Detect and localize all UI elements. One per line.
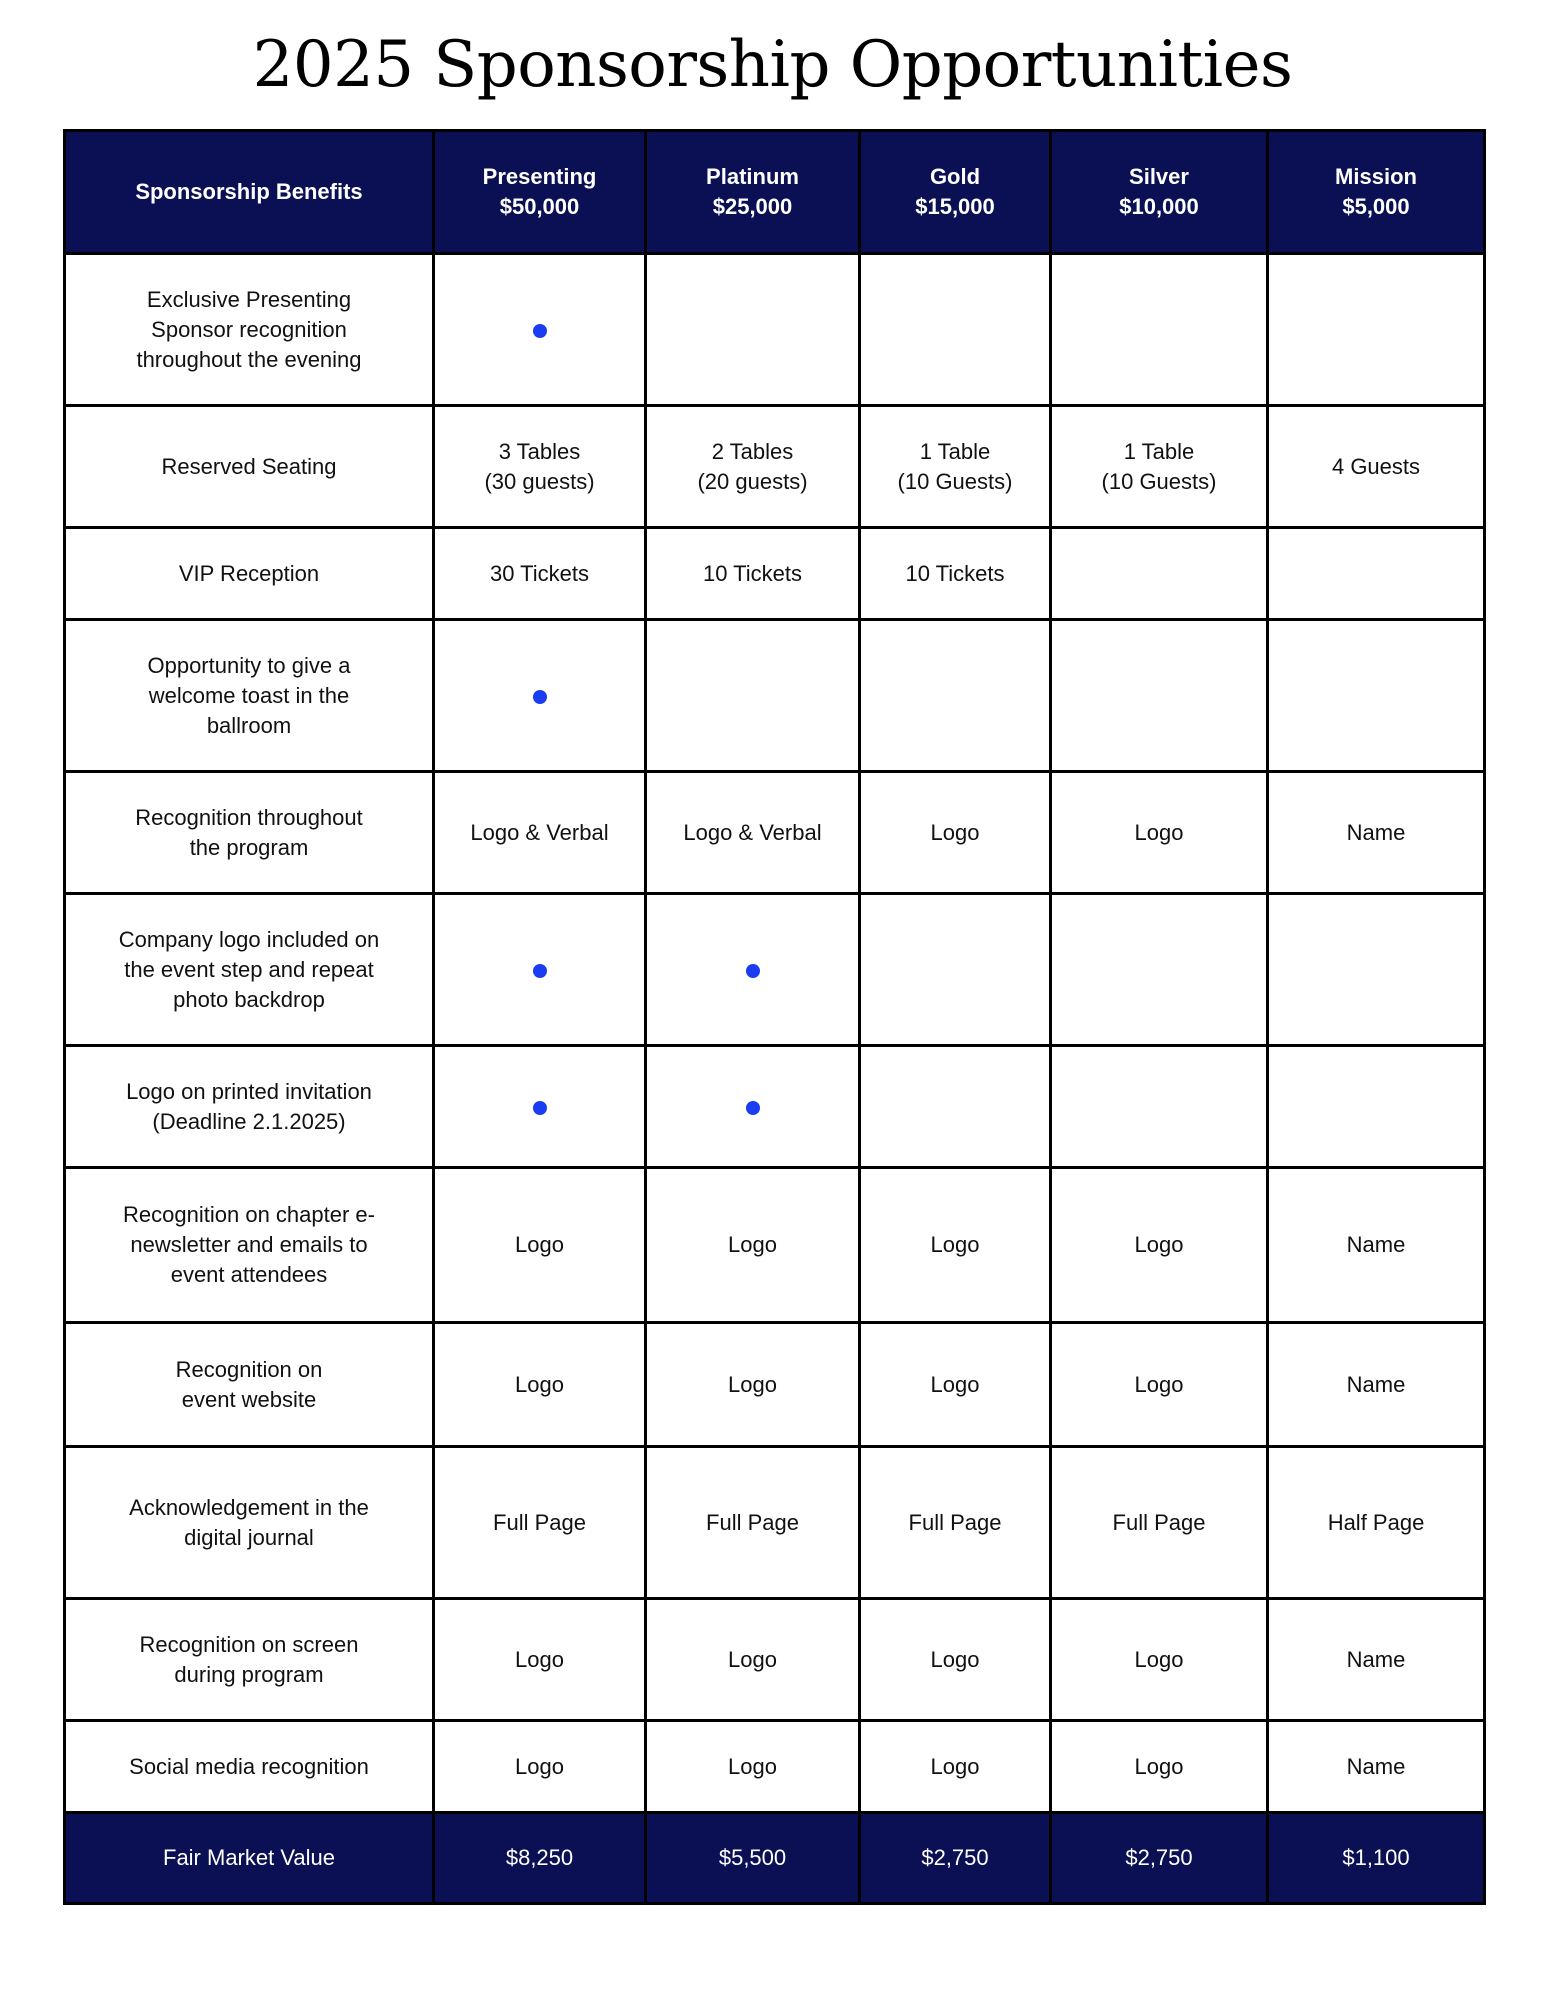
benefit-value-cell: Name <box>1268 1323 1485 1447</box>
header-tier <box>646 131 860 254</box>
benefit-value-cell: Name <box>1268 1168 1485 1323</box>
fair-market-value: $8,250 <box>434 1813 646 1904</box>
fair-market-value: $2,750 <box>1051 1813 1268 1904</box>
benefit-value-cell: Logo <box>860 1721 1051 1813</box>
fair-market-value-row <box>65 1813 1485 1904</box>
benefit-value-cell: Logo <box>860 772 1051 894</box>
table-row <box>65 528 1485 620</box>
benefit-value-cell: Name <box>1268 1721 1485 1813</box>
benefit-value-cell <box>860 254 1051 406</box>
benefit-included-cell <box>434 1046 646 1168</box>
header-row <box>65 131 1485 254</box>
table-row <box>65 1046 1485 1168</box>
included-dot-icon <box>533 324 547 338</box>
benefit-value-cell: Logo <box>646 1599 860 1721</box>
benefit-label: Social media recognition <box>65 1721 434 1813</box>
benefit-value-cell <box>1051 1046 1268 1168</box>
benefit-label: Recognition on chapter e- newsletter and emails to event attendees <box>65 1168 434 1323</box>
benefit-value-cell: Logo <box>860 1323 1051 1447</box>
benefit-value-cell <box>860 620 1051 772</box>
benefit-value-cell: 10 Tickets <box>860 528 1051 620</box>
benefit-value-cell <box>1268 254 1485 406</box>
benefit-value-cell <box>1051 620 1268 772</box>
table-row <box>65 1721 1485 1813</box>
benefit-value-cell: Full Page <box>1051 1447 1268 1599</box>
tier-name: Presenting <box>482 164 597 189</box>
benefit-value-cell <box>1268 620 1485 772</box>
tier-price: $10,000 <box>1119 194 1199 219</box>
benefit-value-cell: Full Page <box>434 1447 646 1599</box>
benefit-value-cell: Logo <box>1051 1599 1268 1721</box>
benefit-value-cell: Logo <box>434 1599 646 1721</box>
benefit-label: Logo on printed invitation (Deadline 2.1.2025) <box>65 1046 434 1168</box>
included-dot-icon <box>533 964 547 978</box>
benefit-value-cell: Logo <box>1051 1323 1268 1447</box>
tier-name: Silver <box>1129 164 1189 189</box>
benefit-value-cell <box>1051 894 1268 1046</box>
benefit-value-cell: 30 Tickets <box>434 528 646 620</box>
benefit-value-cell <box>860 894 1051 1046</box>
header-tier <box>434 131 646 254</box>
tier-price: $25,000 <box>712 194 793 219</box>
tier-name: Mission <box>1335 164 1417 189</box>
benefit-value-cell: Full Page <box>646 1447 860 1599</box>
included-dot-icon <box>746 1101 760 1115</box>
page-title: 2025 Sponsorship Opportunities <box>252 28 1293 102</box>
benefit-label: Opportunity to give a welcome toast in the ballroom <box>65 620 434 772</box>
benefit-value-cell: Logo <box>860 1599 1051 1721</box>
benefit-included-cell <box>646 894 860 1046</box>
table-row <box>65 620 1485 772</box>
table-row <box>65 1323 1485 1447</box>
header-benefits-label: Sponsorship Benefits <box>65 131 434 254</box>
benefit-included-cell <box>434 620 646 772</box>
benefit-value-cell: 10 Tickets <box>646 528 860 620</box>
benefit-value-cell: Name <box>1268 772 1485 894</box>
header-tier <box>1051 131 1268 254</box>
benefit-included-cell <box>434 894 646 1046</box>
table-row <box>65 254 1485 406</box>
benefit-value-cell: Logo <box>434 1721 646 1813</box>
benefit-value-cell: Logo <box>646 1168 860 1323</box>
fair-market-value: $1,100 <box>1268 1813 1485 1904</box>
included-dot-icon <box>746 964 760 978</box>
benefit-value-cell <box>646 620 860 772</box>
benefit-label: Reserved Seating <box>65 406 434 528</box>
benefit-value-cell <box>1051 528 1268 620</box>
benefit-value-cell: Logo <box>1051 772 1268 894</box>
tier-name: Platinum <box>706 164 799 189</box>
table-body <box>65 254 1485 1813</box>
benefit-value-cell: Logo <box>434 1168 646 1323</box>
benefit-value-cell <box>1268 1046 1485 1168</box>
table-row <box>65 1168 1485 1323</box>
benefit-label: Acknowledgement in the digital journal <box>65 1447 434 1599</box>
header-tier <box>1268 131 1485 254</box>
benefit-label: Recognition on screen during program <box>65 1599 434 1721</box>
benefit-value-cell: Logo <box>1051 1168 1268 1323</box>
tier-price: $5,000 <box>1342 194 1410 219</box>
benefit-value-cell <box>1268 528 1485 620</box>
benefit-value-cell: Logo <box>434 1323 646 1447</box>
benefit-value-cell: Logo <box>646 1721 860 1813</box>
table-row <box>65 894 1485 1046</box>
benefit-value-cell: 2 Tables (20 guests) <box>646 406 860 528</box>
benefit-value-cell: Full Page <box>860 1447 1051 1599</box>
fair-market-value: $2,750 <box>860 1813 1051 1904</box>
tier-price: $50,000 <box>499 194 580 219</box>
benefit-value-cell: Logo & Verbal <box>434 772 646 894</box>
benefit-value-cell: Name <box>1268 1599 1485 1721</box>
benefit-label: Exclusive Presenting Sponsor recognition throughout the evening <box>65 254 434 406</box>
tier-name: Gold <box>929 164 981 189</box>
header-tier <box>860 131 1051 254</box>
sponsorship-table <box>63 129 1486 1905</box>
tier-price: $15,000 <box>915 194 995 219</box>
table-row <box>65 1599 1485 1721</box>
fair-market-value-label: Fair Market Value <box>65 1813 434 1904</box>
benefit-value-cell <box>860 1046 1051 1168</box>
benefit-label: Company logo included on the event step and repeat photo backdrop <box>65 894 434 1046</box>
benefit-label: VIP Reception <box>65 528 434 620</box>
benefit-value-cell: Half Page <box>1268 1447 1485 1599</box>
benefit-value-cell: 4 Guests <box>1268 406 1485 528</box>
table-row <box>65 406 1485 528</box>
benefit-value-cell: Logo <box>646 1323 860 1447</box>
benefit-value-cell: 1 Table (10 Guests) <box>860 406 1051 528</box>
table-row <box>65 1447 1485 1599</box>
fair-market-value: $5,500 <box>646 1813 860 1904</box>
benefit-value-cell <box>646 254 860 406</box>
included-dot-icon <box>533 1101 547 1115</box>
benefit-value-cell <box>1268 894 1485 1046</box>
benefit-label: Recognition throughout the program <box>65 772 434 894</box>
benefit-value-cell: 3 Tables (30 guests) <box>434 406 646 528</box>
benefit-value-cell: Logo <box>1051 1721 1268 1813</box>
benefit-label: Recognition on event website <box>65 1323 434 1447</box>
benefit-value-cell: 1 Table (10 Guests) <box>1051 406 1268 528</box>
benefit-included-cell <box>646 1046 860 1168</box>
benefit-value-cell: Logo & Verbal <box>646 772 860 894</box>
benefit-included-cell <box>434 254 646 406</box>
benefit-value-cell <box>1051 254 1268 406</box>
benefit-value-cell: Logo <box>860 1168 1051 1323</box>
table-row <box>65 772 1485 894</box>
included-dot-icon <box>533 690 547 704</box>
